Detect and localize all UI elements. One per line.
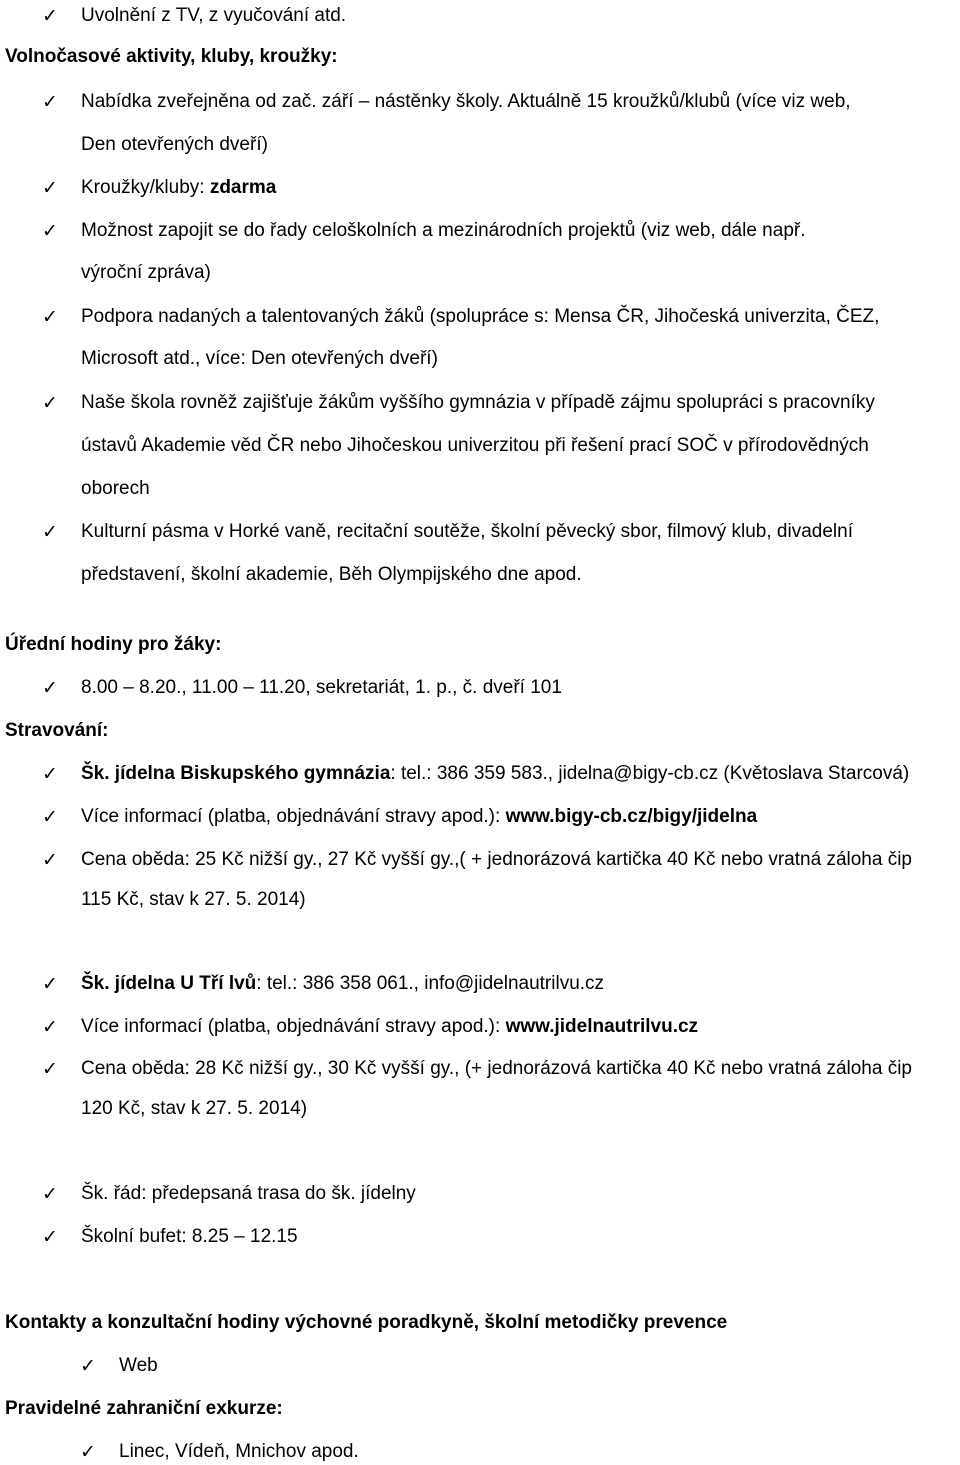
item-text: Kroužky/kluby: zdarma	[81, 177, 277, 198]
checkmark-icon: ✓	[42, 521, 58, 543]
checkmark-icon: ✓	[42, 849, 58, 871]
checkmark-icon: ✓	[42, 973, 58, 995]
item-text: Šk. řád: předepsaná trasa do šk. jídelny	[81, 1183, 416, 1204]
checkmark-icon: ✓	[42, 806, 58, 828]
item-text-continued: oborech	[81, 478, 150, 499]
section-heading: Úřední hodiny pro žáky:	[5, 634, 222, 655]
item-text: 8.00 – 8.20., 11.00 – 11.20, sekretariát, 1. p., č. dveří 101	[81, 677, 562, 698]
item-text: Více informací (platba, objednávání stravy apod.): www.jidelnautrilvu.cz	[81, 1016, 699, 1037]
item-text: Cena oběda: 28 Kč nižší gy., 30 Kč vyšší gy., (+ jednorázová kartička 40 Kč nebo vratná záloha čip	[81, 1058, 912, 1079]
item-text-continued: Microsoft atd., více: Den otevřených dveří)	[81, 348, 438, 369]
checkmark-icon: ✓	[42, 1183, 58, 1205]
item-text-continued: Den otevřených dveří)	[81, 134, 268, 155]
item-text-continued: výroční zpráva)	[81, 262, 211, 283]
section-heading: Volnočasové aktivity, kluby, kroužky:	[5, 46, 338, 67]
checkmark-icon: ✓	[42, 1016, 58, 1038]
item-text-continued: představení, školní akademie, Běh Olympijského dne apod.	[81, 564, 582, 585]
jidelna-link[interactable]: www.jidelnautrilvu.cz	[505, 1016, 699, 1037]
web-link[interactable]: Web	[119, 1355, 158, 1376]
checkmark-icon: ✓	[42, 392, 58, 414]
item-text-continued: ústavů Akademie věd ČR nebo Jihočeskou univerzitou při řešení prací SOČ v přírodovědných	[81, 435, 869, 456]
item-text: Šk. jídelna Biskupského gymnázia: tel.: 386 359 583., jidelna@bigy-cb.cz (Květoslava Starcová)	[81, 763, 910, 784]
checkmark-icon: ✓	[42, 306, 58, 328]
item-text: Možnost zapojit se do řady celoškolních a mezinárodních projektů (viz web, dále např.	[81, 220, 806, 241]
item-text: Nabídka zveřejněna od zač. září – nástěnky školy. Aktuálně 15 kroužků/klubů (více viz web,	[81, 91, 851, 112]
item-text: Uvolnění z TV, z vyučování atd.	[81, 5, 347, 26]
checkmark-icon: ✓	[42, 220, 58, 242]
checkmark-icon: ✓	[80, 1355, 96, 1377]
item-text: Linec, Vídeň, Mnichov apod.	[119, 1441, 359, 1462]
checkmark-icon: ✓	[42, 91, 58, 113]
item-text: Naše škola rovněž zajišťuje žákům vyššího gymnázia v případě zájmu spolupráci s pracovníky	[81, 392, 875, 413]
item-text-continued: 120 Kč, stav k 27. 5. 2014)	[81, 1098, 308, 1119]
checkmark-icon: ✓	[42, 177, 58, 199]
item-text: Cena oběda: 25 Kč nižší gy., 27 Kč vyšší gy.,( + jednorázová kartička 40 Kč nebo vratná záloha čip	[81, 849, 912, 870]
item-text: Školní bufet: 8.25 – 12.15	[81, 1226, 298, 1247]
item-text: Kulturní pásma v Horké vaně, recitační soutěže, školní pěvecký sbor, filmový klub, divadelní	[81, 521, 853, 542]
item-text-continued: 115 Kč, stav k 27. 5. 2014)	[81, 889, 306, 910]
checkmark-icon: ✓	[42, 763, 58, 785]
checkmark-icon: ✓	[42, 5, 58, 27]
checkmark-icon: ✓	[42, 1058, 58, 1080]
item-text: Více informací (platba, objednávání stravy apod.): www.bigy-cb.cz/bigy/jidelna	[81, 806, 758, 827]
jidelna-link[interactable]: www.bigy-cb.cz/bigy/jidelna	[505, 806, 758, 827]
section-heading: Pravidelné zahraniční exkurze:	[5, 1398, 283, 1419]
section-heading: Kontakty a konzultační hodiny výchovné poradkyně, školní metodičky prevence	[5, 1312, 728, 1333]
checkmark-icon: ✓	[80, 1441, 96, 1463]
checkmark-icon: ✓	[42, 1226, 58, 1248]
item-text: Šk. jídelna U Tří lvů: tel.: 386 358 061., info@jidelnautrilvu.cz	[81, 973, 605, 994]
section-heading: Stravování:	[5, 720, 109, 741]
item-text: Podpora nadaných a talentovaných žáků (spolupráce s: Mensa ČR, Jihočeská univerzita, ČEZ,	[81, 306, 880, 327]
checkmark-icon: ✓	[42, 677, 58, 699]
